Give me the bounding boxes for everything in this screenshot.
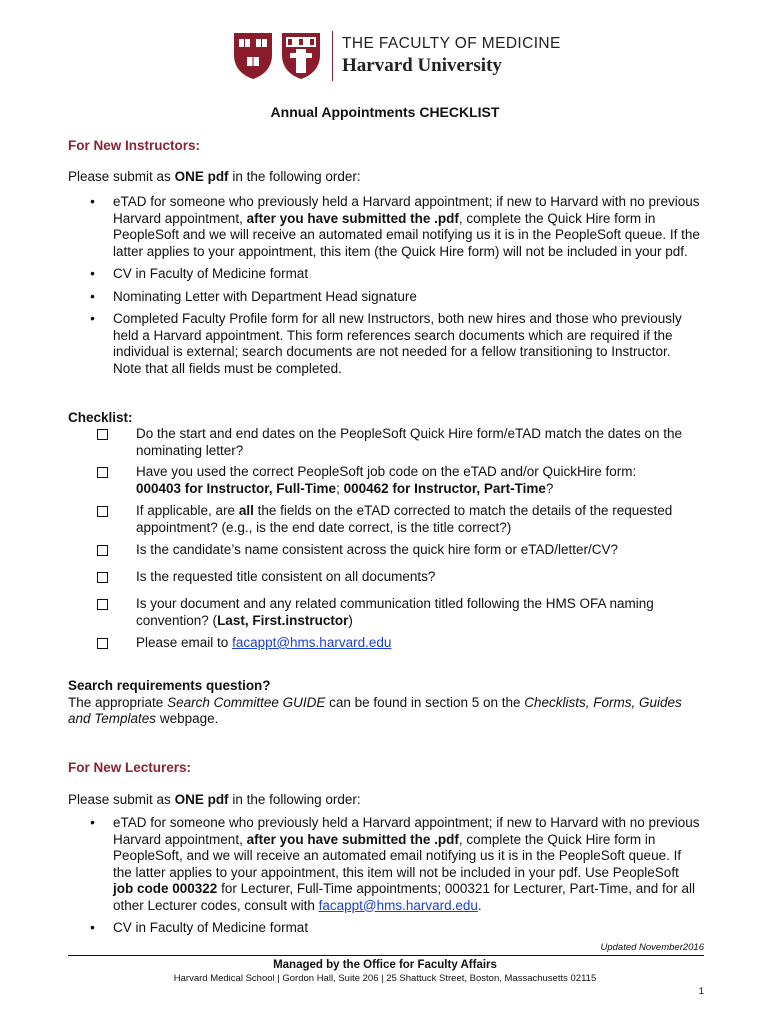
list-item [68, 194, 708, 260]
checkbox[interactable] [68, 569, 136, 586]
letterhead-divider [332, 31, 333, 81]
page-number: 1 [698, 986, 704, 997]
harvard-veritas-shield-icon [232, 31, 274, 81]
list-item [68, 289, 708, 306]
checklist-label: Checklist: [68, 410, 133, 425]
checkbox[interactable] [68, 542, 136, 559]
list-item-text: eTAD for someone who previously held a Harvard appointment; if new to Harvard with no previous Harvard appointment, after you have submitted the .pdf, complete the Quick Hire form in PeopleSoft and we will receive an automated email notifying us it is in the PeopleSoft queue. If the latter applies to your appointment, this item (the Quick Hire form) will not be included in your pdf. [113, 194, 700, 259]
intro-text: Please submit as [68, 169, 175, 184]
checklist-item [68, 596, 708, 629]
list-item-text: Nominating Letter with Department Head signature [113, 288, 417, 304]
footer-managed-by: Managed by the Office for Faculty Affairs [273, 959, 497, 971]
list-item [68, 815, 708, 914]
university-name: Harvard University [342, 55, 502, 76]
checkbox[interactable] [68, 635, 136, 652]
updated-date: Updated November2016 [600, 942, 704, 953]
list-item-text: CV in Faculty of Medicine format [113, 920, 309, 935]
list-item-text: eTAD for someone who previously held a Harvard appointment; if new to Harvard with no previous Harvard appointment, after you have submitted the .pdf, complete the Quick Hire form in PeopleSoft, and we will receive an automated email notifying us it is in the PeopleSoft queue. If the latter applies to your appointment, this item will not be included in your pdf. Use PeopleSoft job code 000322 for Lecturer, Full-Time appointments; 000321 for Lecturer, Part-Time, and for all other Lecturer codes, consult with facappt@hms.harvard.edu. [113, 815, 700, 913]
search-heading: Search requirements question? [68, 678, 271, 693]
faculty-name: THE FACULTY OF MEDICINE [342, 35, 561, 52]
list-item [68, 311, 708, 377]
footer-address: Harvard Medical School | Gordon Hall, Suite 206 | 25 Shattuck Street, Boston, Massachusetts 02115 [173, 973, 597, 984]
checklist-item [68, 464, 708, 497]
intro-text-end: in the following order: [228, 169, 361, 184]
checklist-item [68, 569, 708, 586]
instructors-bullet-list [68, 194, 708, 383]
bullet-icon: • [90, 311, 95, 326]
checkbox[interactable] [68, 503, 136, 536]
checkbox[interactable] [68, 596, 136, 629]
bullet-icon: • [90, 920, 95, 935]
lecturers-bullet-list [68, 815, 708, 943]
bullet-icon: • [90, 288, 95, 304]
email-link[interactable]: facappt@hms.harvard.edu [232, 635, 392, 650]
intro-bold: ONE pdf [174, 169, 229, 184]
list-item-text: Completed Faculty Profile form for all new Instructors, both new hires and those who previously held a Harvard appointment. This form references search documents which are required if the individual is external; search documents are not needed for a fellow transitioning to Instructor. Note that all fields must be completed. [113, 311, 682, 376]
document-title: Annual Appointments CHECKLIST [270, 104, 500, 120]
footer-rule [68, 955, 704, 956]
bullet-icon: • [90, 194, 95, 209]
instructors-heading: For New Instructors: [68, 138, 201, 153]
checklist-item-text: Do the start and end dates on the PeopleSoft Quick Hire form/eTAD match the dates on the nominating letter? [136, 426, 683, 458]
instructors-intro [68, 169, 708, 186]
checklist-item [68, 426, 708, 459]
list-item [68, 266, 708, 283]
checklist-item-text: Is your document and any related communication titled following the HMS OFA naming convention? (Last, First.instructor) [136, 596, 654, 628]
checklist-item [68, 503, 708, 536]
checklist-item-text: Please email to facappt@hms.harvard.edu [136, 635, 392, 650]
checklist-item-text: Is the requested title consistent on all documents? [136, 569, 436, 584]
search-requirements: Search requirements question? The appropriate Search Committee GUIDE can be found in section 5 on the Checklists, Forms, Guides and Templates webpage. [68, 678, 682, 726]
bullet-icon: • [90, 266, 95, 281]
list-item-text: CV in Faculty of Medicine format [113, 266, 309, 281]
checklist-item [68, 542, 708, 559]
list-item [68, 920, 708, 937]
checklist-item-text: If applicable, are all the fields on the eTAD corrected to match the details of the requested appointment? (e.g., is the end date correct, is the title correct?) [136, 503, 673, 535]
letterhead-text [342, 35, 561, 77]
lecturers-intro: Please submit as ONE pdf in the following order: [68, 792, 361, 807]
checklist-item-text: Have you used the correct PeopleSoft job code on the eTAD and/or QuickHire form: 000403 for Instructor, Full-Time; 000462 for Instructor, Part-Time? [136, 464, 637, 496]
faculty-of-medicine-shield-icon [280, 31, 322, 81]
checkbox[interactable] [68, 464, 136, 497]
bullet-icon: • [90, 815, 95, 830]
lecturers-heading: For New Lecturers: [68, 760, 192, 775]
checklist-item [68, 635, 708, 652]
email-link[interactable]: facappt@hms.harvard.edu [318, 897, 478, 913]
checkbox[interactable] [68, 426, 136, 459]
letterhead [232, 28, 561, 84]
checklist-item-text: Is the candidate’s name consistent across the quick hire form or eTAD/letter/CV? [136, 542, 618, 557]
